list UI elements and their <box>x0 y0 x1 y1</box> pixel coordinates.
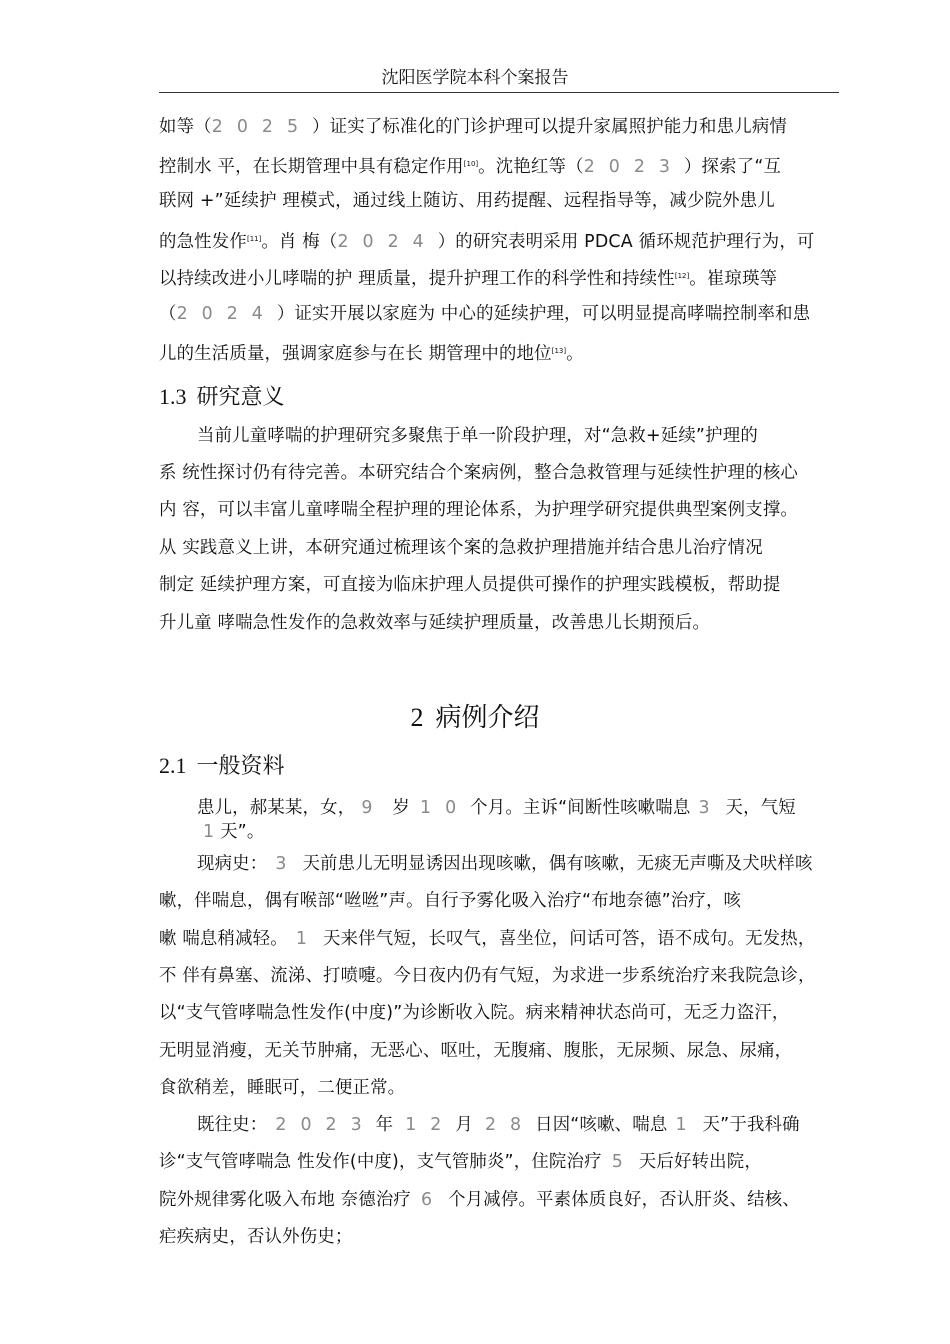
text-line: 院外规律雾化吸入布地 奈德治疗 6 个月减停。平素体质良好，否认肝炎、结核、 <box>159 1190 800 1210</box>
text-line: 不 伴有鼻塞、流涕、打喷嚏。今日夜内仍有气短，为求进一步系统治疗来我院急诊， <box>159 966 816 986</box>
citation-ref: [13] <box>551 347 567 355</box>
citation-ref: [10] <box>463 160 479 168</box>
text-line: 1天”。 <box>203 822 265 842</box>
text-line: 患儿，郝某某，女， 9 岁 10个月。主诉“间断性咳嗽喘息 3 天，气短 <box>197 798 796 818</box>
text-line: 系 统性探讨仍有待完善。本研究结合个案病例，整合急救管理与延续性护理的核心 <box>159 463 798 483</box>
section-heading-1-3: 1.3 研究意义 <box>159 384 285 410</box>
text-line: 儿的生活质量，强调家庭参与在长 期管理中的地位[13]。 <box>159 344 584 364</box>
report-header-title: 沈阳医学院本科个案报告 <box>381 68 569 88</box>
text-line: 以持续改进小儿哮喘的护 理质量，提升护理工作的科学性和持续性[12]。崔琼瑛等 <box>159 269 778 289</box>
text-line: 控制水 平，在长期管理中具有稳定作用[10]。沈艳红等（2023）探索了“互 <box>159 157 782 177</box>
citation-ref: [12] <box>674 272 690 280</box>
text-line: 联网 +”延续护 理模式，通过线上随访、用药提醒、远程指导等，减少院外患儿 <box>159 191 775 211</box>
text-line: 现病史： 3 天前患儿无明显诱因出现咳嗽，偶有咳嗽，无痰无声嘶及犬吠样咳 <box>197 854 813 874</box>
text-line: 既往史： 2023年 12月 28日因“咳嗽、喘息 1 天”于我科确 <box>197 1115 800 1135</box>
section-heading-2-1: 2.1 一般资料 <box>159 753 285 779</box>
text-line: 从 实践意义上讲，本研究通过梳理该个案的急救护理措施并结合患儿治疗情况 <box>159 538 763 558</box>
text-line: 的急性发作[11]。肖 梅（2024）的研究表明采用 PDCA 循环规范护理行为，可 <box>159 232 815 252</box>
header-divider <box>159 92 839 93</box>
text-line: 诊“支气管哮喘急 性发作(中度)，支气管肺炎”，住院治疗 5 天后好转出院， <box>159 1152 762 1172</box>
text-line: 无明显消瘦，无关节肿痛，无恶心、呕吐，无腹痛、腹胀，无尿频、尿急、尿痛， <box>159 1041 793 1061</box>
text-line: 食欲稍差，睡眠可，二便正常。 <box>159 1078 406 1098</box>
text-line: 当前儿童哮喘的护理研究多聚焦于单一阶段护理，对“急救+延续”护理的 <box>197 426 758 446</box>
text-line: 以“支气管哮喘急性发作(中度)”为诊断收入院。病来精神状态尚可，无乏力盗汗， <box>159 1003 790 1023</box>
text-line: 内 容，可以丰富儿童哮喘全程护理的理论体系，为护理学研究提供典型案例支撑。 <box>159 500 798 520</box>
text-line: 升儿童 哮喘急性发作的急救效率与延续护理质量，改善患儿长期预后。 <box>159 613 711 633</box>
text-line: 如等（2025）证实了标准化的门诊护理可以提升家属照护能力和患儿病情 <box>159 117 787 137</box>
text-line: 制定 延续护理方案，可直接为临床护理人员提供可操作的护理实践模板，帮助提 <box>159 575 781 595</box>
text-line: 嗽 喘息稍减轻。 1 天来伴气短，长叹气，喜坐位，问话可答，语不成句。无发热， <box>159 929 816 949</box>
citation-ref: [11] <box>246 235 262 243</box>
text-line: 嗽，伴喘息，偶有喉部“咝咝”声。自行予雾化吸入治疗“布地奈德”治疗，咳 <box>159 891 742 911</box>
text-line: （2024）证实开展以家庭为 中心的延续护理，可以明显提高哮喘控制率和患 <box>159 304 811 324</box>
chapter-heading-2: 2 病例介绍 <box>410 703 540 733</box>
text-line: 疟疾病史，否认外伤史； <box>159 1227 353 1247</box>
